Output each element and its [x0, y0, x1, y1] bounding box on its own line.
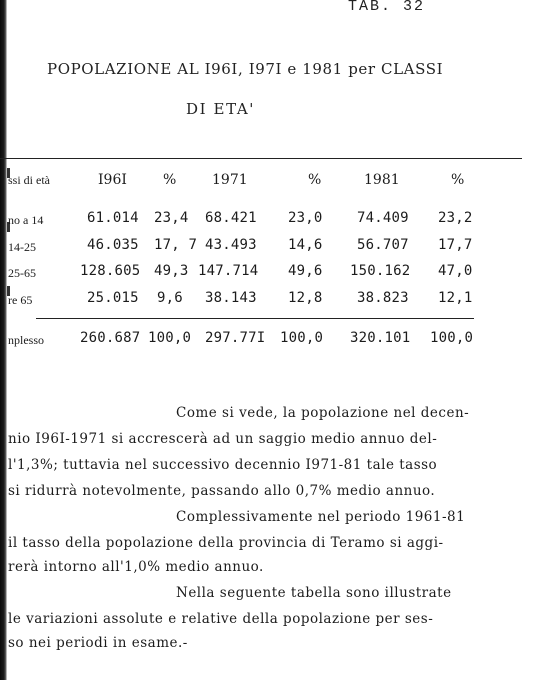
column-header-pct-1981: %	[451, 172, 465, 188]
table-cell: 9,6	[157, 290, 183, 306]
column-header-age-class: ssi di età	[8, 173, 50, 187]
table-cell: 17,7	[438, 237, 473, 253]
table-cell: 49,3	[154, 263, 189, 279]
table-subtitle: DI ETA'	[186, 100, 256, 118]
table-total-cell: 100,0	[280, 330, 324, 346]
paragraph-line: Come si vede, la popolazione nel decen-	[176, 405, 470, 421]
paragraph-line: Nella seguente tabella sono illustrate	[176, 585, 452, 601]
column-header-pct-1961: %	[163, 172, 177, 188]
table-cell: 43.493	[205, 237, 257, 253]
table-row-label: 14-25	[8, 240, 36, 254]
table-total-cell: 320.101	[350, 330, 411, 346]
paragraph-line: il tasso della popolazione della provincia di Teramo si aggi-	[8, 535, 444, 551]
paragraph-line: rerà intorno all'1,0% medio annuo.	[8, 559, 264, 575]
paragraph-line: si ridurrà notevolmente, passando allo 0,7% medio annuo.	[8, 483, 436, 499]
table-cell: 150.162	[350, 263, 411, 279]
paragraph-line: nio I96I-1971 si accrescerà ad un saggio medio annuo del-	[8, 431, 438, 447]
table-cell: 23,2	[438, 210, 473, 226]
table-total-cell: 100,0	[148, 330, 192, 346]
paragraph-line: le variazioni assolute e relative della popolazione per ses-	[8, 611, 434, 627]
table-cell: 38.143	[205, 290, 257, 306]
column-header-1981: 1981	[364, 172, 400, 188]
table-cell: 49,6	[288, 263, 323, 279]
table-cell: 38.823	[357, 290, 409, 306]
column-header-1971: 1971	[212, 172, 248, 188]
paragraph-line: Complessivamente nel periodo 1961-81	[176, 509, 466, 525]
table-cell: 74.409	[357, 210, 409, 226]
table-top-rule	[0, 158, 522, 159]
table-cell: 61.014	[87, 210, 139, 226]
table-cell: 128.605	[80, 263, 141, 279]
table-cell: 56.707	[357, 237, 409, 253]
table-cell: 23,4	[154, 210, 189, 226]
table-row-label: no a 14	[8, 213, 44, 227]
table-cell: 17, 7	[154, 237, 198, 253]
table-cell: 68.421	[205, 210, 257, 226]
table-row-label: 25-65	[8, 266, 36, 280]
table-cell: 47,0	[438, 263, 473, 279]
paragraph-line: l'1,3%; tuttavia nel successivo decennio I971-81 tale tasso	[8, 457, 438, 473]
column-header-pct-1971: %	[308, 172, 322, 188]
table-row-label: re 65	[8, 293, 33, 307]
table-cell: 12,1	[438, 290, 473, 306]
table-cell: 23,0	[288, 210, 323, 226]
paragraph-line: so nei periodi in esame.-	[8, 635, 188, 651]
table-cell: 25.015	[87, 290, 139, 306]
column-header-1961: I96I	[98, 172, 127, 188]
table-total-cell: 297.77I	[205, 330, 266, 346]
table-total-cell: 260.687	[80, 330, 141, 346]
table-total-rule	[36, 318, 474, 319]
table-cell: 14,6	[288, 237, 323, 253]
table-cell: 147.714	[198, 263, 259, 279]
table-cell: 12,8	[288, 290, 323, 306]
table-total-label: nplesso	[8, 333, 44, 347]
binding-edge	[0, 0, 7, 680]
table-total-cell: 100,0	[430, 330, 474, 346]
table-cell: 46.035	[87, 237, 139, 253]
table-number-label: TAB. 32	[348, 0, 426, 15]
table-title: POPOLAZIONE AL I96I, I97I e 1981 per CLASSI	[47, 60, 444, 78]
